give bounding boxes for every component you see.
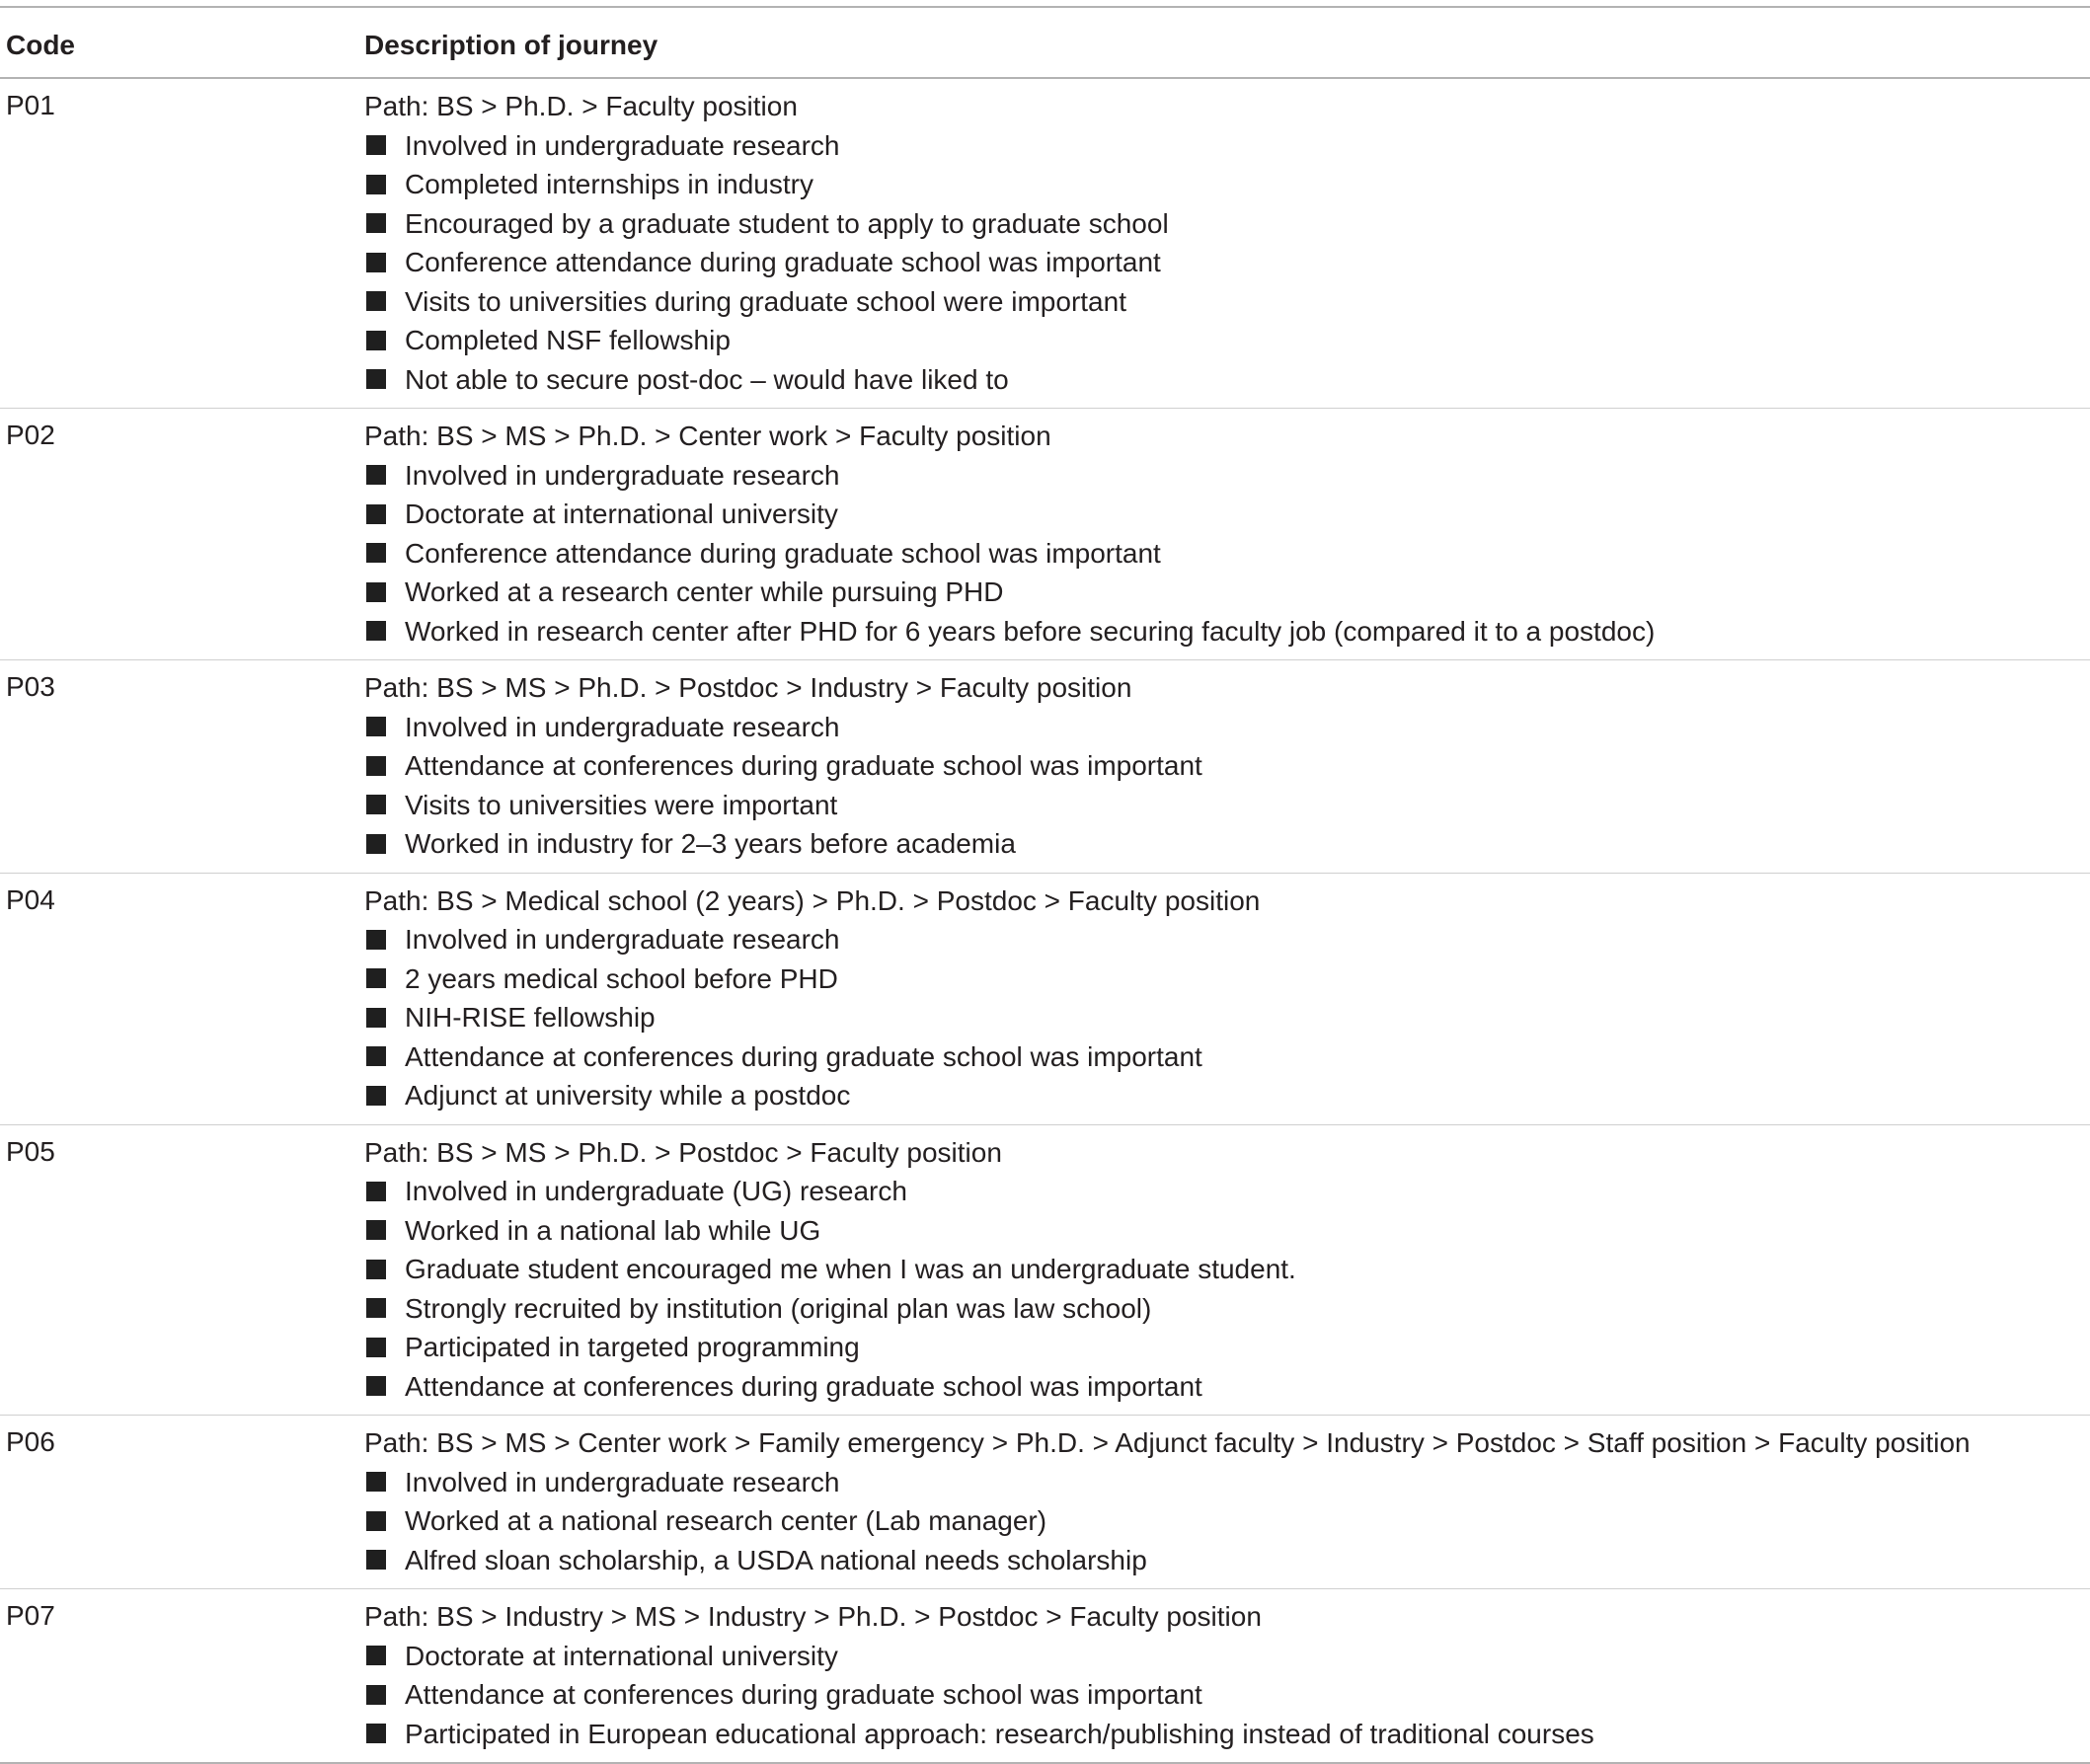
list-item-text: Worked in a national lab while UG bbox=[405, 1214, 821, 1246]
square-bullet-icon bbox=[366, 1298, 386, 1318]
list-item bbox=[364, 786, 2090, 825]
participant-code: P02 bbox=[6, 420, 55, 450]
square-bullet-icon bbox=[366, 756, 386, 776]
journey-description bbox=[364, 668, 2090, 864]
list-item-text: Completed internships in industry bbox=[405, 169, 813, 199]
list-item bbox=[364, 1250, 2090, 1289]
journey-description bbox=[364, 882, 2090, 1115]
list-item-text: Conference attendance during graduate school was important bbox=[405, 537, 1161, 569]
journey-description bbox=[364, 1597, 2090, 1753]
list-item-text: Involved in undergraduate research bbox=[405, 924, 840, 955]
list-item-text: Doctorate at international university bbox=[405, 499, 838, 529]
list-item bbox=[364, 495, 2090, 534]
square-bullet-icon bbox=[366, 543, 386, 563]
journey-table bbox=[0, 6, 2090, 1764]
participant-code: P07 bbox=[6, 1600, 55, 1631]
list-item bbox=[364, 1541, 2090, 1580]
list-item bbox=[364, 534, 2090, 574]
list-item bbox=[364, 612, 2090, 652]
list-item-text: Attendance at conferences during graduate school was important bbox=[405, 1679, 1202, 1710]
table-row bbox=[0, 1588, 2090, 1762]
square-bullet-icon bbox=[366, 1338, 386, 1357]
list-item-text: Completed NSF fellowship bbox=[405, 325, 731, 355]
list-item-text: Attendance at conferences during graduate school was important bbox=[405, 750, 1202, 781]
list-item-text: Involved in undergraduate research bbox=[405, 711, 840, 742]
career-path: Path: BS > MS > Ph.D. > Postdoc > Industry > Faculty position bbox=[364, 672, 1132, 703]
list-item bbox=[364, 456, 2090, 496]
list-item-text: Encouraged by a graduate student to apply to graduate school bbox=[405, 207, 1169, 239]
list-item-text: Worked at a national research center (Lab manager) bbox=[405, 1505, 1047, 1536]
list-item-text: Involved in undergraduate research bbox=[405, 1466, 840, 1497]
participant-code: P04 bbox=[6, 883, 55, 915]
list-item-text: Worked at a research center while pursuing PHD bbox=[405, 576, 1004, 607]
participant-code: P05 bbox=[6, 1135, 55, 1167]
square-bullet-icon bbox=[366, 504, 386, 524]
list-item bbox=[364, 1328, 2090, 1367]
square-bullet-icon bbox=[366, 1724, 386, 1743]
journey-description bbox=[364, 1133, 2090, 1407]
list-item-text: Visits to universities were important bbox=[405, 789, 838, 820]
list-item-text: Worked in research center after PHD for 6 years before securing faculty job (compared it to a postdoc) bbox=[405, 615, 1656, 647]
square-bullet-icon bbox=[366, 369, 386, 389]
list-item bbox=[364, 959, 2090, 999]
list-item-text: Not able to secure post-doc – would have liked to bbox=[405, 363, 1009, 395]
list-item bbox=[364, 1289, 2090, 1329]
square-bullet-icon bbox=[366, 135, 386, 155]
list-item bbox=[364, 126, 2090, 166]
list-item-text: Worked in industry for 2–3 years before academia bbox=[405, 828, 1016, 859]
list-item bbox=[364, 920, 2090, 959]
square-bullet-icon bbox=[366, 1182, 386, 1201]
list-item bbox=[364, 708, 2090, 747]
career-path: Path: BS > Medical school (2 years) > Ph.D. > Postdoc > Faculty position bbox=[364, 884, 1261, 916]
list-item bbox=[364, 1037, 2090, 1077]
list-item-text: Graduate student encouraged me when I was an undergraduate student. bbox=[405, 1254, 1296, 1284]
square-bullet-icon bbox=[366, 1376, 386, 1396]
table-row bbox=[0, 79, 2090, 408]
table-header bbox=[0, 8, 2090, 79]
list-item bbox=[364, 1367, 2090, 1407]
list-item-text: Strongly recruited by institution (original plan was law school) bbox=[405, 1292, 1152, 1324]
square-bullet-icon bbox=[366, 1086, 386, 1106]
list-item-text: 2 years medical school before PHD bbox=[405, 962, 838, 994]
list-item-text: Participated in European educational approach: research/publishing instead of traditional courses bbox=[405, 1718, 1594, 1749]
list-item bbox=[364, 204, 2090, 244]
table-row bbox=[0, 1124, 2090, 1416]
square-bullet-icon bbox=[366, 331, 386, 350]
square-bullet-icon bbox=[366, 717, 386, 736]
list-item bbox=[364, 1076, 2090, 1115]
list-item bbox=[364, 1637, 2090, 1676]
square-bullet-icon bbox=[366, 795, 386, 814]
square-bullet-icon bbox=[366, 1550, 386, 1570]
square-bullet-icon bbox=[366, 1008, 386, 1028]
list-item-text: Visits to universities during graduate school were important bbox=[405, 285, 1126, 317]
list-item-text: Conference attendance during graduate school was important bbox=[405, 247, 1161, 277]
square-bullet-icon bbox=[366, 465, 386, 485]
square-bullet-icon bbox=[366, 930, 386, 950]
list-item-text: Involved in undergraduate research bbox=[405, 129, 840, 161]
list-item-text: Attendance at conferences during graduate school was important bbox=[405, 1040, 1202, 1072]
square-bullet-icon bbox=[366, 1260, 386, 1279]
list-item bbox=[364, 573, 2090, 612]
list-item bbox=[364, 824, 2090, 864]
list-item-text: NIH-RISE fellowship bbox=[405, 1002, 656, 1033]
participant-code: P01 bbox=[6, 90, 55, 120]
list-item-text: Attendance at conferences during graduate school was important bbox=[405, 1370, 1202, 1402]
square-bullet-icon bbox=[366, 1472, 386, 1492]
list-item bbox=[364, 746, 2090, 786]
header-code: Code bbox=[6, 30, 75, 60]
list-item-text: Involved in undergraduate (UG) research bbox=[405, 1176, 907, 1206]
list-item bbox=[364, 998, 2090, 1037]
list-item-text: Participated in targeted programming bbox=[405, 1332, 860, 1362]
square-bullet-icon bbox=[366, 213, 386, 233]
career-path: Path: BS > Ph.D. > Faculty position bbox=[364, 91, 798, 121]
square-bullet-icon bbox=[366, 834, 386, 854]
list-item bbox=[364, 1172, 2090, 1211]
list-item bbox=[364, 282, 2090, 322]
square-bullet-icon bbox=[366, 175, 386, 194]
table-row bbox=[0, 659, 2090, 873]
journey-description bbox=[364, 87, 2090, 399]
list-item bbox=[364, 1211, 2090, 1251]
list-item bbox=[364, 1675, 2090, 1715]
square-bullet-icon bbox=[366, 1646, 386, 1665]
list-item bbox=[364, 1463, 2090, 1502]
table-row bbox=[0, 1415, 2090, 1588]
list-item-text: Adjunct at university while a postdoc bbox=[405, 1080, 851, 1111]
career-path: Path: BS > MS > Ph.D. > Center work > Faculty position bbox=[364, 421, 1051, 451]
career-path: Path: BS > MS > Center work > Family emergency > Ph.D. > Adjunct faculty > Industry > Postdoc > Staff position > Faculty position bbox=[364, 1427, 1971, 1458]
header-description: Description of journey bbox=[364, 30, 658, 60]
journey-description bbox=[364, 417, 2090, 651]
participant-code: P06 bbox=[6, 1426, 55, 1457]
career-path: Path: BS > MS > Ph.D. > Postdoc > Faculty position bbox=[364, 1136, 1002, 1168]
square-bullet-icon bbox=[366, 1220, 386, 1240]
list-item bbox=[364, 321, 2090, 360]
participant-code: P03 bbox=[6, 671, 55, 702]
career-path: Path: BS > Industry > MS > Industry > Ph.D. > Postdoc > Faculty position bbox=[364, 1601, 1262, 1632]
square-bullet-icon bbox=[366, 1046, 386, 1066]
journey-description bbox=[364, 1423, 2090, 1579]
list-item bbox=[364, 360, 2090, 400]
square-bullet-icon bbox=[366, 968, 386, 988]
list-item bbox=[364, 243, 2090, 282]
list-item-text: Involved in undergraduate research bbox=[405, 459, 840, 491]
list-item-text: Doctorate at international university bbox=[405, 1640, 838, 1671]
table-body bbox=[0, 79, 2090, 1762]
list-item-text: Alfred sloan scholarship, a USDA national needs scholarship bbox=[405, 1544, 1147, 1575]
square-bullet-icon bbox=[366, 1511, 386, 1531]
table-row bbox=[0, 408, 2090, 659]
list-item bbox=[364, 1501, 2090, 1541]
square-bullet-icon bbox=[366, 1685, 386, 1705]
square-bullet-icon bbox=[366, 621, 386, 641]
square-bullet-icon bbox=[366, 253, 386, 272]
list-item bbox=[364, 1715, 2090, 1754]
table-row bbox=[0, 873, 2090, 1124]
square-bullet-icon bbox=[366, 291, 386, 311]
list-item bbox=[364, 165, 2090, 204]
square-bullet-icon bbox=[366, 582, 386, 602]
